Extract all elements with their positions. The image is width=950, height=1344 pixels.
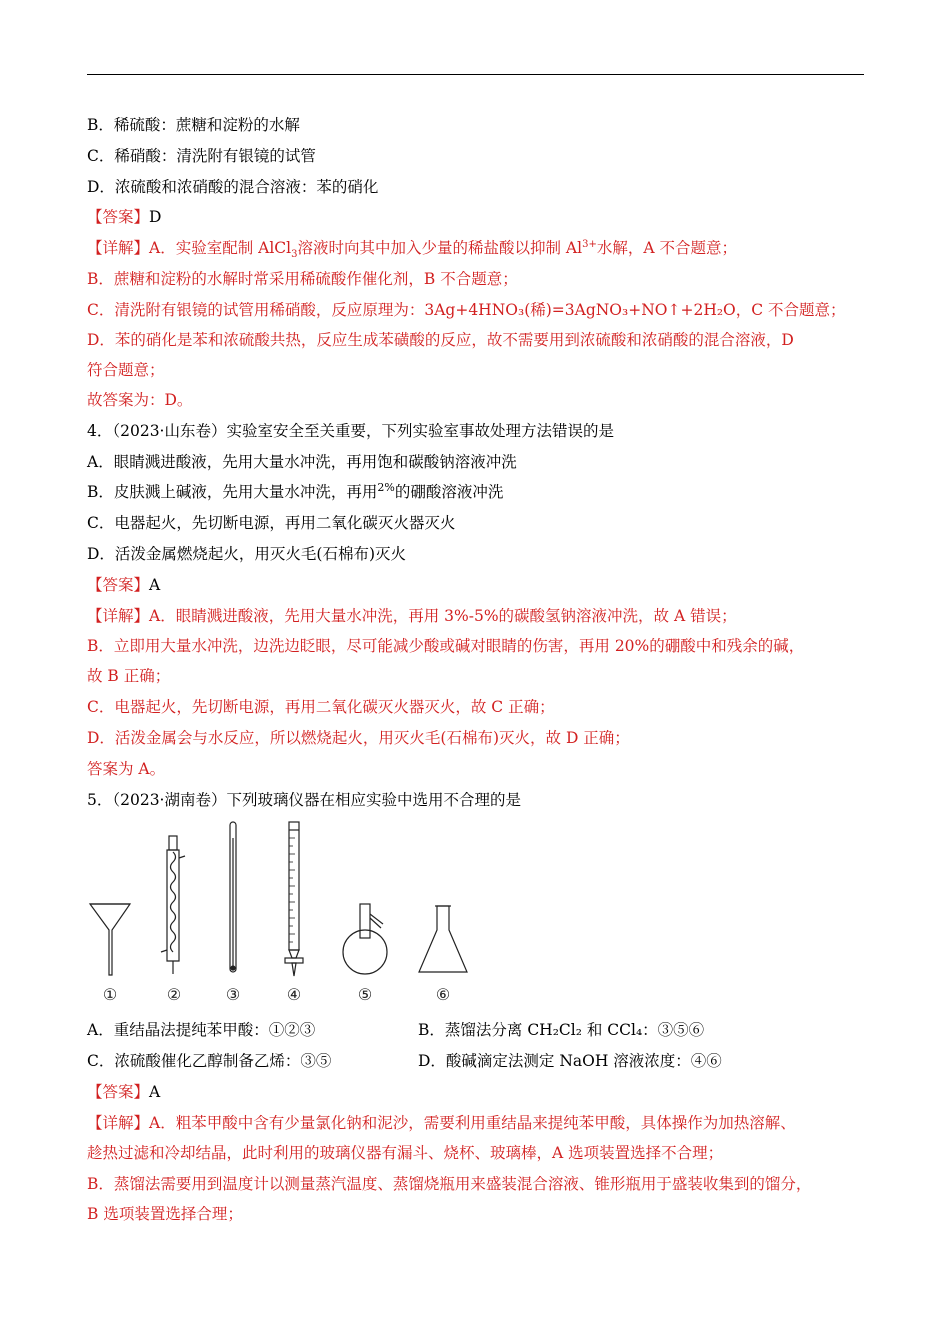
burette-icon bbox=[285, 822, 303, 976]
detail-text: A．粗苯甲酸中含有少量氯化钠和泥沙，需要利用重结晶来提纯苯甲酸，具体操作为加热溶解、 bbox=[149, 1114, 796, 1132]
detail-tag: 【详解】 bbox=[87, 239, 150, 257]
q4-detail-line-5: D．活泼金属会与水反应，所以燃烧起火，用灭火毛(石棉布)灭火，故 D 正确； bbox=[87, 729, 630, 747]
option-text: B．皮肤溅上碱液，先用大量水冲洗，再用 bbox=[87, 483, 378, 501]
q5-detail-line-2: 趁热过滤和冷却结晶，此时利用的玻璃仪器有漏斗、烧杯、玻璃棒，A 选项装置选择不合理； bbox=[87, 1144, 724, 1162]
answer-tag: 【答案】 bbox=[87, 576, 150, 594]
q5-answer bbox=[87, 1082, 160, 1102]
q3-detail-line-1 bbox=[87, 238, 737, 261]
answer-tag: 【答案】 bbox=[87, 208, 150, 226]
q3-detail-line-4: D．苯的硝化是苯和浓硫酸共热，反应生成苯磺酸的反应，故不需要用到浓硫酸和浓硝酸的混合溶液，D bbox=[87, 331, 794, 349]
label-4: ④ bbox=[286, 985, 302, 1004]
q3-answer bbox=[87, 207, 161, 227]
q4-detail-line-3: 故 B 正确； bbox=[87, 667, 171, 685]
q3-detail-line-6: 故答案为：D。 bbox=[87, 391, 193, 409]
percent-mark: 2% bbox=[377, 480, 395, 494]
q4-option-c: C．电器起火，先切断电源，再用二氧化碳灭火器灭火 bbox=[87, 514, 456, 532]
q5-detail-line-1 bbox=[87, 1113, 796, 1133]
q5-detail-line-4: B 选项装置选择合理； bbox=[87, 1205, 243, 1223]
q3-detail-line-2: B．蔗糖和淀粉的水解时常采用稀硫酸作催化剂，B 不合题意； bbox=[87, 270, 518, 288]
detail-tag: 【详解】 bbox=[87, 1114, 150, 1132]
thermometer-icon bbox=[230, 822, 236, 972]
q5-option-d: D．酸碱滴定法测定 NaOH 溶液浓度：④⑥ bbox=[418, 1052, 722, 1070]
superscript: 3+ bbox=[582, 238, 597, 250]
q3-detail-line-3: C．清洗附有银镜的试管用稀硝酸，反应原理为：3Ag+4HNO₃(稀)=3AgNO₃+NO↑+2H₂O，C 不合题意； bbox=[87, 301, 846, 319]
q5-stem: 5．（2023·湖南卷）下列玻璃仪器在相应实验中选用不合理的是 bbox=[87, 791, 521, 809]
q3-option-d: D．浓硫酸和浓硝酸的混合溶液：苯的硝化 bbox=[87, 178, 379, 196]
q4-answer bbox=[87, 575, 160, 595]
answer-value: D bbox=[149, 208, 162, 226]
q3-option-c: C．稀硝酸：清洗附有银镜的试管 bbox=[87, 147, 316, 165]
q4-option-d: D．活泼金属燃烧起火，用灭火毛(石棉布)灭火 bbox=[87, 545, 407, 563]
answer-value: A bbox=[149, 576, 161, 594]
detail-text: 水解，A 不合题意； bbox=[596, 239, 737, 257]
answer-tag: 【答案】 bbox=[87, 1083, 150, 1101]
condenser-icon bbox=[161, 836, 185, 974]
q5-option-b: B．蒸馏法分离 CH₂Cl₂ 和 CCl₄：③⑤⑥ bbox=[418, 1021, 705, 1039]
answer-value: A bbox=[149, 1083, 161, 1101]
label-1: ① bbox=[102, 985, 118, 1004]
label-3: ③ bbox=[225, 985, 241, 1004]
label-6: ⑥ bbox=[435, 985, 451, 1004]
header-rule bbox=[87, 74, 864, 75]
q5-option-c: C．浓硫酸催化乙醇制备乙烯：③⑤ bbox=[87, 1052, 332, 1070]
conical-flask-icon bbox=[419, 906, 467, 972]
q4-detail-line-6: 答案为 A。 bbox=[87, 760, 166, 778]
q4-option-a: A．眼睛溅进酸液，先用大量水冲洗，再用饱和碳酸钠溶液冲洗 bbox=[87, 453, 517, 471]
q5-detail-line-3: B．蒸馏法需要用到温度计以测量蒸汽温度、蒸馏烧瓶用来盛装混合溶液、锥形瓶用于盛装收集到的馏分， bbox=[87, 1175, 812, 1193]
q4-option-b bbox=[87, 482, 503, 502]
detail-text: A．实验室配制 AlCl bbox=[149, 239, 292, 257]
q4-detail-line-2: B．立即用大量水冲洗，边洗边眨眼，尽可能减少酸或碱对眼睛的伤害，再用 20%的硼酸中和残余的碱， bbox=[87, 637, 805, 655]
q5-option-a: A．重结晶法提纯苯甲酸：①②③ bbox=[87, 1021, 316, 1039]
q4-detail-line-4: C．电器起火，先切断电源，再用二氧化碳灭火器灭火，故 C 正确； bbox=[87, 698, 555, 716]
q4-stem: 4．（2023·山东卷）实验室安全至关重要，下列实验室事故处理方法错误的是 bbox=[87, 422, 614, 440]
funnel-icon bbox=[90, 904, 130, 975]
option-text: 的硼酸溶液冲洗 bbox=[394, 483, 504, 501]
detail-text: 溶液时向其中加入少量的稀盐酸以抑制 Al bbox=[297, 239, 583, 257]
q4-detail-line-1 bbox=[87, 606, 737, 626]
q3-option-b: B．稀硫酸：蔗糖和淀粉的水解 bbox=[87, 116, 300, 134]
distilling-flask-icon bbox=[343, 904, 387, 974]
detail-text: A．眼睛溅进酸液，先用大量水冲洗，再用 3%-5%的碳酸氢钠溶液冲洗，故 A 错误； bbox=[149, 607, 737, 625]
label-2: ② bbox=[166, 985, 182, 1004]
label-5: ⑤ bbox=[357, 985, 373, 1004]
subscript: 3 bbox=[291, 249, 298, 261]
q3-detail-line-5: 符合题意； bbox=[87, 361, 165, 379]
glassware-figure bbox=[85, 818, 505, 1008]
detail-tag: 【详解】 bbox=[87, 607, 150, 625]
